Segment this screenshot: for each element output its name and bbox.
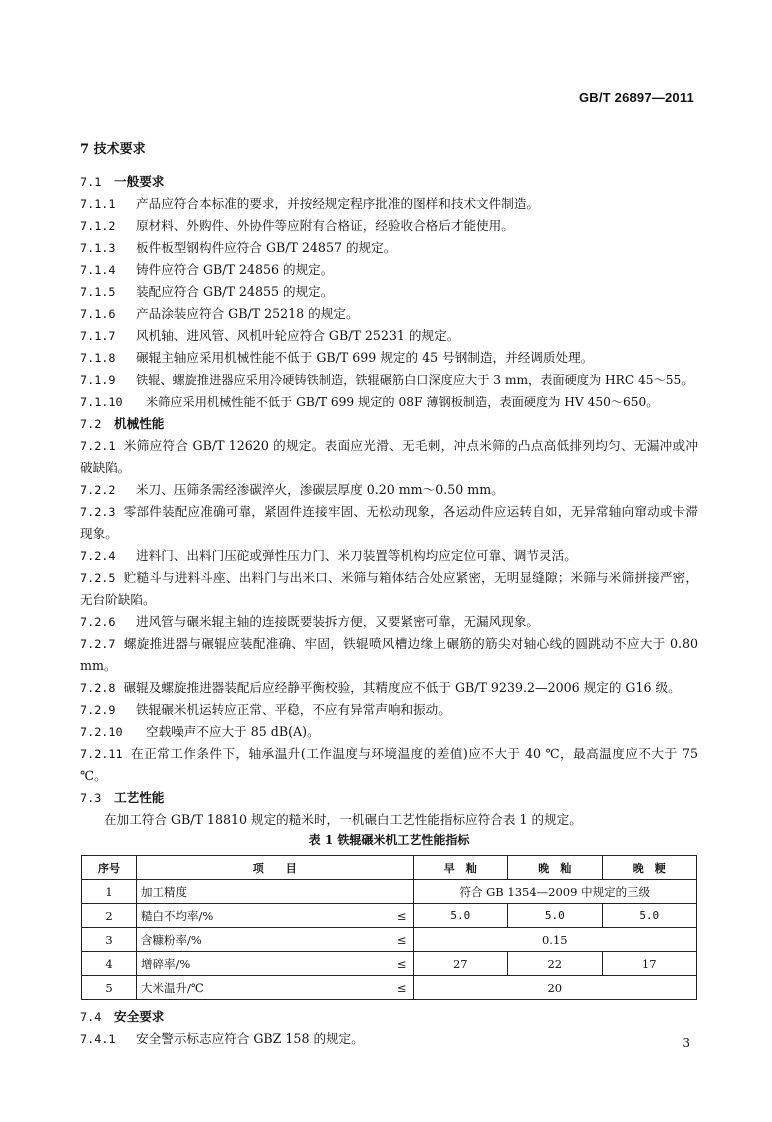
- clause-text: 铁辊、螺旋推进器应采用冷硬铸铁制造，铁辊碾筋白口深度应大于 3 mm，表面硬度为 HRC 45～55。: [136, 373, 694, 387]
- clause-number: 7.4.1: [80, 1032, 116, 1046]
- clause-number: 7.1.8: [80, 351, 116, 365]
- clause-number: 7.1.7: [80, 329, 116, 343]
- clause-number: 7.1.9: [80, 373, 116, 387]
- clause-text: 米筛应符合 GB/T 12620 的规定。表面应光滑、无毛刺，冲点米筛的凸点高低排列均匀、无漏冲或冲破缺陷。: [80, 438, 698, 475]
- cell-no: 3: [82, 928, 137, 952]
- clause-text: 铁辊碾米机运转应正常、平稳，不应有异常声响和振动。: [136, 702, 451, 717]
- clause: [80, 259, 698, 281]
- standard-number: GB/T 26897—2011: [578, 90, 694, 105]
- clause-number: 7.1.4: [80, 263, 116, 277]
- section-7-1-heading: [80, 171, 698, 193]
- col-header-early: 早 籼: [413, 856, 507, 880]
- clause-number: 7.2.6: [80, 615, 116, 629]
- cell-item: 含糠粉率/%: [137, 928, 379, 952]
- clause: [80, 677, 698, 699]
- clause-number: 7.2.5: [80, 571, 116, 585]
- cell-operator: ≤: [379, 904, 414, 928]
- clause-number: 7.2.7: [80, 637, 116, 651]
- cell-merged: 0.15: [413, 928, 696, 952]
- section-title: 安全要求: [114, 1009, 165, 1024]
- clause: [80, 391, 698, 413]
- clause: [80, 303, 698, 325]
- clause: [80, 633, 698, 677]
- col-header-item: 项 目: [137, 856, 414, 880]
- clause-text: 风机轴、进风管、风机叶轮应符合 GB/T 25231 的规定。: [136, 328, 460, 343]
- cell-no: 4: [82, 952, 137, 976]
- clause-text: 在正常工作条件下，轴承温升(工作温度与环境温度的差值)应不大于 40 ℃，最高温度应不大于 75 ℃。: [80, 746, 698, 783]
- clause: [80, 567, 698, 611]
- page-number: 3: [682, 1036, 690, 1050]
- clause: [80, 435, 698, 479]
- clause-number: 7.1.5: [80, 285, 116, 299]
- clause-number: 7.2.8: [80, 681, 116, 695]
- cell-no: 5: [82, 976, 137, 1000]
- section-title: 一般要求: [114, 174, 165, 189]
- clause: [80, 193, 698, 215]
- clause: [80, 545, 698, 567]
- section-number: 7.1: [80, 175, 102, 189]
- clause-number: 7.2.2: [80, 483, 116, 497]
- section-number: 7.3: [80, 791, 102, 805]
- clause: [80, 699, 698, 721]
- cell-no: 1: [82, 880, 137, 904]
- cell-item: 糙白不均率/%: [137, 904, 379, 928]
- cell-japonica: 5.0: [602, 904, 697, 928]
- clause-text: 产品涂装应符合 GB/T 25218 的规定。: [136, 306, 359, 321]
- table-row: [82, 952, 697, 976]
- clause-number: 7.2.1: [80, 439, 116, 453]
- section-title: 机械性能: [114, 416, 165, 431]
- cell-early: 5.0: [413, 904, 507, 928]
- cell-item: 大米温升/℃: [137, 976, 379, 1000]
- clause-number: 7.2.10: [80, 725, 123, 739]
- table-row: [82, 976, 697, 1000]
- cell-late: 22: [508, 952, 602, 976]
- clause-text: 米筛应采用机械性能不低于 GB/T 699 规定的 08F 薄钢板制造，表面硬度为 HV 450～650。: [146, 395, 659, 409]
- clause: [80, 347, 698, 369]
- clause: [80, 611, 698, 633]
- col-header-japonica: 晚 粳: [602, 856, 697, 880]
- cell-japonica: 17: [602, 952, 697, 976]
- table-row: [82, 880, 697, 904]
- clause: [80, 281, 698, 303]
- table-row: [82, 928, 697, 952]
- clause-text: 米刀、压筛条需经渗碳淬火，渗碳层厚度 0.20 mm～0.50 mm。: [136, 482, 504, 497]
- clause-text: 安全警示标志应符合 GBZ 158 的规定。: [136, 1031, 364, 1046]
- document-body: [80, 130, 698, 1050]
- clause-number: 7.2.9: [80, 703, 116, 717]
- section-intro: 在加工符合 GB/T 18810 规定的糙米时，一机碾白工艺性能指标应符合表 1 的规定。: [104, 812, 582, 827]
- section-7-4-heading: [80, 1006, 698, 1028]
- clause-text: 进料门、出料门压砣或弹性压力门、米刀装置等机构均应定位可靠、调节灵活。: [136, 548, 577, 563]
- performance-table: [81, 855, 697, 1000]
- clause-text: 装配应符合 GB/T 24855 的规定。: [136, 284, 334, 299]
- table-caption: 表 1 铁辊碾米机工艺性能指标: [308, 833, 470, 847]
- clause-text: 空载噪声不应大于 85 dB(A)。: [146, 724, 320, 739]
- clause-number: 7.1.3: [80, 241, 116, 255]
- clause-text: 螺旋推进器与碾辊应装配准确、牢固，铁辊喷风槽边缘上碾筋的筋尖对轴心线的圆跳动不应大于 0.80 mm。: [80, 636, 698, 673]
- col-header-late: 晚 籼: [508, 856, 602, 880]
- clause-number: 7.2.4: [80, 549, 116, 563]
- cell-merged: 20: [413, 976, 696, 1000]
- clause-text: 板件板型钢构件应符合 GB/T 24857 的规定。: [136, 240, 397, 255]
- clause-number: 7.1.10: [80, 395, 123, 409]
- clause-number: 7.2.11: [80, 747, 123, 761]
- cell-merged: 符合 GB 1354—2009 中规定的三级: [413, 880, 696, 904]
- clause-text: 原材料、外购件、外协件等应附有合格证，经验收合格后才能使用。: [136, 218, 514, 233]
- cell-operator: ≤: [379, 976, 414, 1000]
- section-title: 工艺性能: [114, 790, 165, 805]
- cell-operator: ≤: [379, 928, 414, 952]
- clause-text: 贮糙斗与进料斗座、出料门与出米口、米筛与箱体结合处应紧密，无明显缝隙；米筛与米筛拼接严密，无台阶缺陷。: [80, 570, 698, 607]
- clause: [80, 369, 698, 391]
- clause: [80, 237, 698, 259]
- clause: [80, 501, 698, 545]
- table-row: [82, 904, 697, 928]
- clause: [80, 479, 698, 501]
- cell-item: 增碎率/%: [137, 952, 379, 976]
- cell-late: 5.0: [508, 904, 602, 928]
- col-header-no: 序号: [82, 856, 137, 880]
- clause: [80, 1028, 698, 1050]
- clause-text: 铸件应符合 GB/T 24856 的规定。: [136, 262, 334, 277]
- clause-text: 产品应符合本标准的要求，并按经规定程序批准的图样和技术文件制造。: [136, 196, 539, 211]
- cell-item: 加工精度: [137, 880, 414, 904]
- section-7-3-heading: [80, 787, 698, 809]
- section-number: 7.2: [80, 417, 102, 431]
- clause: [80, 721, 698, 743]
- clause-number: 7.1.1: [80, 197, 116, 211]
- section-7-title: 7 技术要求: [80, 142, 146, 157]
- clause-number: 7.1.6: [80, 307, 116, 321]
- clause-number: 7.2.3: [80, 505, 116, 519]
- cell-early: 27: [413, 952, 507, 976]
- clause: [80, 743, 698, 787]
- clause-text: 碾辊及螺旋推进器装配后应经静平衡校验，其精度应不低于 GB/T 9239.2—2006 规定的 G16 级。: [123, 680, 681, 695]
- cell-operator: ≤: [379, 952, 414, 976]
- section-7-2-heading: [80, 413, 698, 435]
- clause: [80, 325, 698, 347]
- table-header-row: [82, 856, 697, 880]
- clause-text: 进风管与碾米辊主轴的连接既要装拆方便，又要紧密可靠，无漏风现象。: [136, 614, 539, 629]
- clause: [80, 215, 698, 237]
- clause-text: 零部件装配应准确可靠，紧固件连接牢固、无松动现象，各运动件应运转自如，无异常轴向窜动或卡滞现象。: [80, 504, 698, 541]
- clause-number: 7.1.2: [80, 219, 116, 233]
- cell-no: 2: [82, 904, 137, 928]
- clause-text: 碾辊主轴应采用机械性能不低于 GB/T 699 规定的 45 号钢制造，并经调质处理。: [136, 350, 594, 365]
- section-number: 7.4: [80, 1010, 102, 1024]
